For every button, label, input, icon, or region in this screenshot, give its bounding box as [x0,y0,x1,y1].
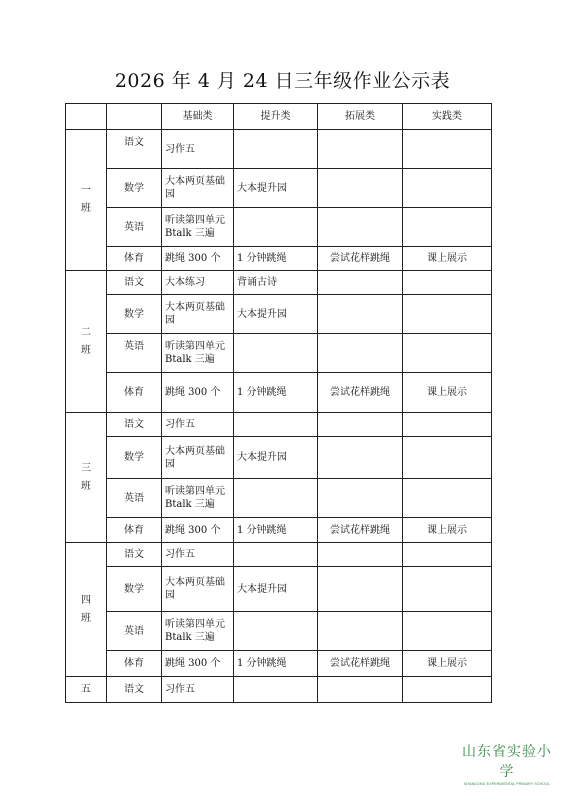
task-cell-advanced: 背诵古诗 [234,271,318,295]
table-row [66,334,492,373]
task-cell-basic: 听读第四单元 Btalk 三遍 [162,612,234,651]
table-row [66,271,492,295]
task-cell-extension [318,169,403,208]
task-cell-practice: 课上展示 [403,373,492,413]
task-cell-advanced: 大本提升园 [234,437,318,479]
task-cell-basic: 跳绳 300 个 [162,518,234,543]
task-cell-practice: 课上展示 [403,518,492,543]
logo-name: 山东省实验小学 [462,744,552,780]
table-row [66,295,492,334]
task-cell-extension: 尝试花样跳绳 [318,373,403,413]
subject-cell-pe: 体育 [107,373,162,413]
task-cell-basic: 听读第四单元 Btalk 三遍 [162,334,234,373]
task-cell-practice [403,271,492,295]
task-cell-advanced [234,677,318,703]
table-row [66,208,492,247]
task-cell-practice [403,208,492,247]
subject-cell-pe: 体育 [107,651,162,677]
table-row [66,130,492,169]
task-cell-advanced: 1 分钟跳绳 [234,373,318,413]
header-cell-basic: 基础类 [162,104,234,130]
task-cell-practice [403,677,492,703]
task-cell-extension [318,437,403,479]
class-name-char: 三 [81,462,91,474]
class-name-cell [66,271,107,413]
subject-cell-chinese: 语文 [107,271,162,295]
subject-cell-math: 数学 [107,437,162,479]
task-cell-basic: 大本练习 [162,271,234,295]
table-row [66,437,492,479]
table-row [66,612,492,651]
task-cell-basic: 听读第四单元 Btalk 三遍 [162,479,234,518]
subject-cell-math: 数学 [107,295,162,334]
task-cell-extension: 尝试花样跳绳 [318,651,403,677]
task-cell-practice [403,334,492,373]
task-cell-extension [318,543,403,567]
task-cell-extension [318,612,403,651]
header-cell-blank-1 [66,104,107,130]
task-cell-advanced [234,479,318,518]
task-cell-advanced [234,334,318,373]
task-cell-basic: 跳绳 300 个 [162,247,234,271]
subject-cell-chinese: 语文 [107,677,162,703]
task-cell-extension [318,271,403,295]
class-name-cell [66,413,107,543]
subject-cell-math: 数学 [107,567,162,612]
task-cell-extension [318,130,403,169]
task-cell-basic: 习作五 [162,543,234,567]
task-cell-advanced [234,543,318,567]
class-name-char: 班 [81,203,91,214]
class-name-char: 班 [81,344,91,356]
header-cell-advanced: 提升类 [234,104,318,130]
class-name-cell [66,130,107,271]
task-cell-advanced [234,208,318,247]
task-cell-advanced: 1 分钟跳绳 [234,651,318,677]
class-name-char: 班 [81,480,91,492]
page-title: 2026 年 4 月 24 日三年级作业公示表 [114,70,451,92]
task-cell-practice [403,437,492,479]
task-cell-extension [318,413,403,437]
header-cell-practice: 实践类 [403,104,492,130]
task-cell-practice [403,612,492,651]
task-cell-advanced: 1 分钟跳绳 [234,247,318,271]
task-cell-basic: 习作五 [162,130,234,169]
header-cell-blank-2 [107,104,162,130]
subject-cell-pe: 体育 [107,518,162,543]
task-cell-advanced: 大本提升园 [234,295,318,334]
task-cell-practice: 课上展示 [403,651,492,677]
task-cell-extension: 尝试花样跳绳 [318,518,403,543]
subject-cell-math: 数学 [107,169,162,208]
task-cell-advanced: 大本提升园 [234,169,318,208]
task-cell-practice [403,130,492,169]
task-cell-practice [403,169,492,208]
subject-cell-english: 英语 [107,334,162,373]
task-cell-extension [318,567,403,612]
task-cell-practice [403,567,492,612]
subject-cell-chinese: 语文 [107,130,162,169]
table-row [66,567,492,612]
task-cell-advanced: 大本提升园 [234,567,318,612]
task-cell-advanced: 1 分钟跳绳 [234,518,318,543]
subject-cell-english: 英语 [107,612,162,651]
task-cell-basic: 习作五 [162,413,234,437]
class-name-char: 一 [81,185,91,196]
task-cell-advanced [234,612,318,651]
task-cell-extension: 尝试花样跳绳 [318,247,403,271]
class-name-char: 班 [81,612,91,624]
header-row [66,104,492,130]
task-cell-extension [318,334,403,373]
task-cell-practice [403,413,492,437]
task-cell-advanced [234,413,318,437]
class-name-cell [66,677,107,703]
task-cell-practice [403,543,492,567]
task-cell-practice: 课上展示 [403,247,492,271]
table-row [66,479,492,518]
class-name-char: 二 [81,326,91,338]
task-cell-basic: 大本两页基础园 [162,295,234,334]
subject-cell-chinese: 语文 [107,543,162,567]
table-row [66,373,492,413]
subject-cell-pe: 体育 [107,247,162,271]
task-cell-basic: 大本两页基础园 [162,169,234,208]
task-cell-basic: 大本两页基础园 [162,567,234,612]
task-cell-basic: 大本两页基础园 [162,437,234,479]
subject-cell-chinese: 语文 [107,413,162,437]
table-row [66,247,492,271]
task-cell-extension [318,208,403,247]
task-cell-practice [403,295,492,334]
table-row [66,169,492,208]
subject-cell-english: 英语 [107,479,162,518]
task-cell-basic: 听读第四单元 Btalk 三遍 [162,208,234,247]
task-cell-extension [318,479,403,518]
task-cell-basic: 习作五 [162,677,234,703]
class-name-char: 五 [81,683,91,695]
table-row [66,413,492,437]
table-row [66,651,492,677]
table-row [66,677,492,703]
subject-cell-english: 英语 [107,208,162,247]
task-cell-extension [318,677,403,703]
task-cell-basic: 跳绳 300 个 [162,651,234,677]
class-name-cell [66,543,107,677]
table-body [66,104,492,703]
task-cell-basic: 跳绳 300 个 [162,373,234,413]
table-row [66,518,492,543]
task-cell-extension [318,295,403,334]
school-logo [457,741,557,786]
header-cell-extension: 拓展类 [318,104,403,130]
task-cell-practice [403,479,492,518]
task-cell-advanced [234,130,318,169]
table-row [66,543,492,567]
homework-table [65,103,492,703]
class-name-char: 四 [81,594,91,606]
logo-subtitle: SHANDONG EXPERIMENTAL PRIMARY SCHOOL [463,782,551,786]
